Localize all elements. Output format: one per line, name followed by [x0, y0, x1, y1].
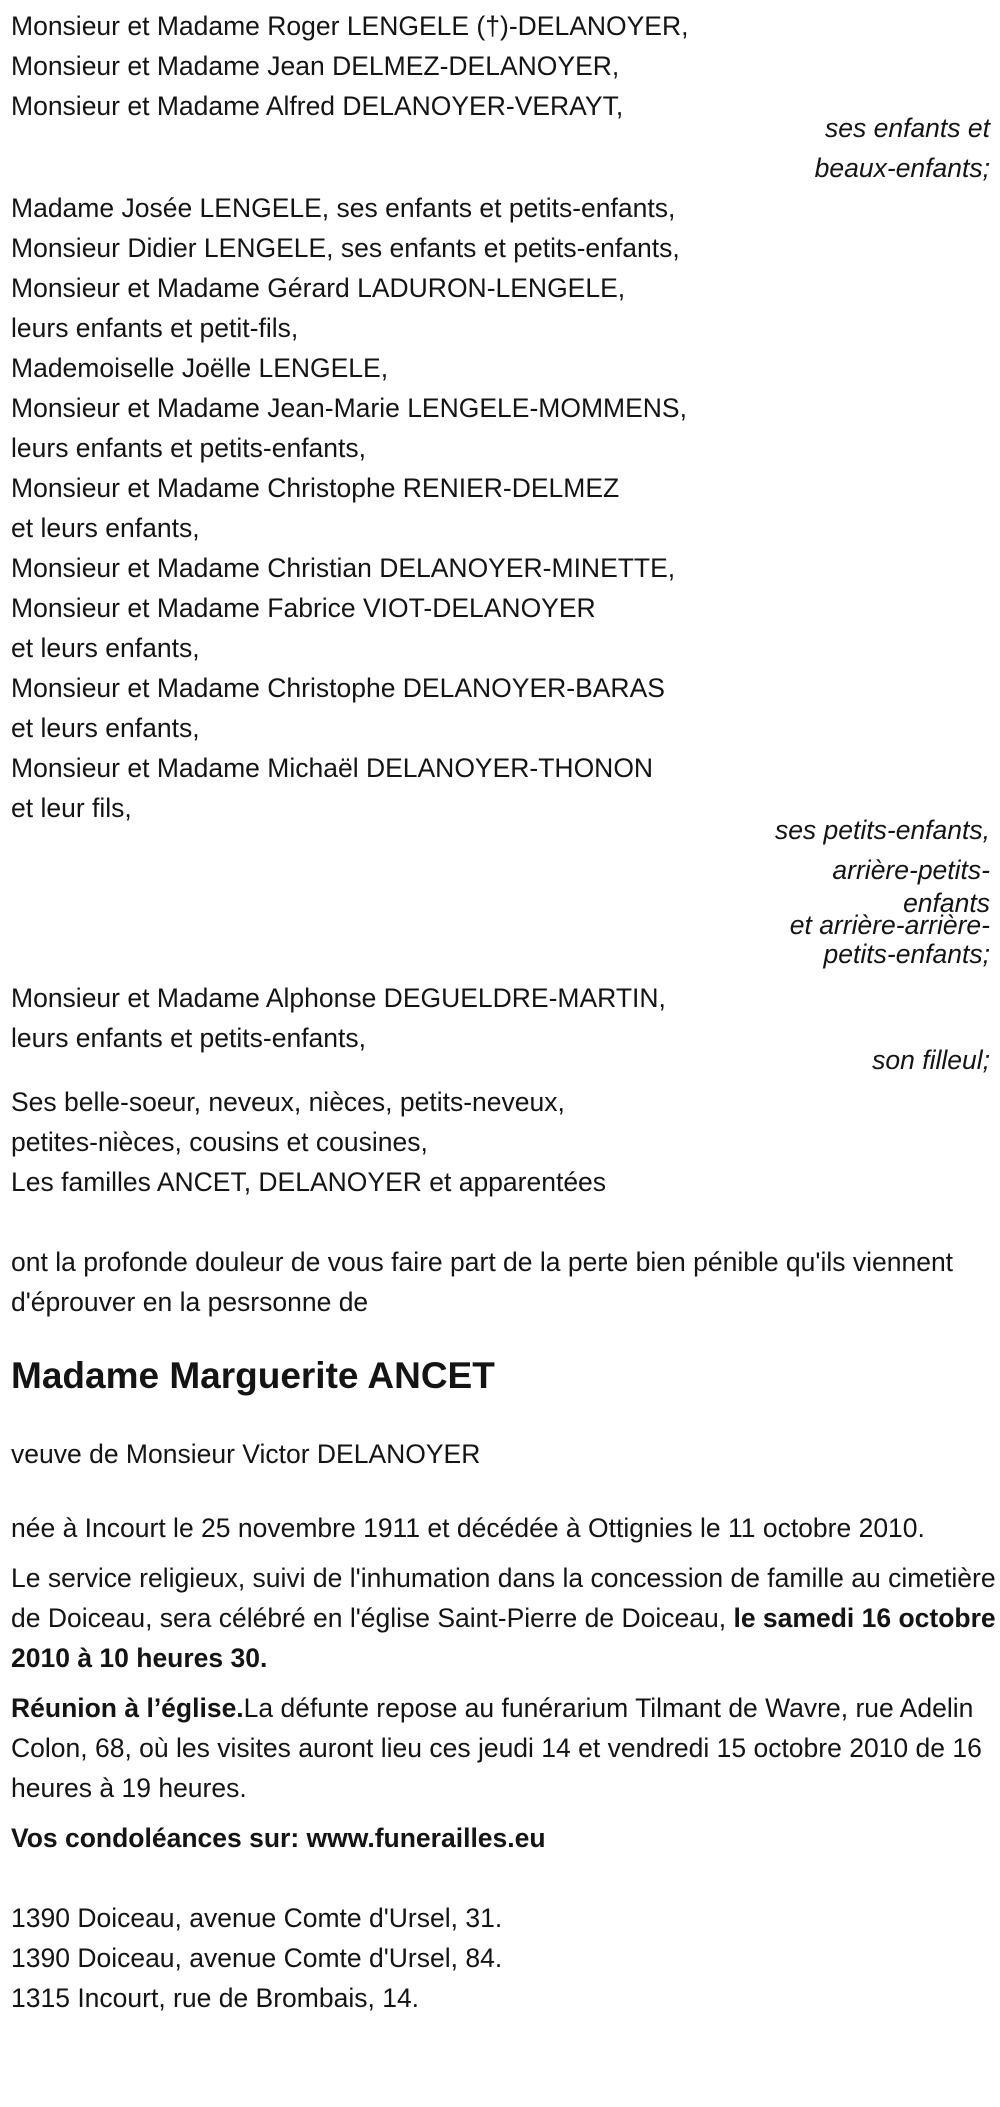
family-line: Monsieur et Madame Fabrice VIOT-DELANOYER	[11, 593, 596, 623]
condolences-link[interactable]: www.funerailles.eu	[306, 1823, 546, 1853]
relation-text: ses petits-enfants,	[774, 815, 990, 845]
address-line: 1390 Doiceau, avenue Comte d'Ursel, 84.	[11, 1943, 503, 1973]
relation-text: et arrière-arrière-	[789, 910, 990, 940]
service-datetime: le samedi 16 octobre 2010 à 10 heures 30.	[11, 1603, 996, 1673]
relation-text: son filleul;	[872, 1045, 990, 1075]
family-line: Monsieur et Madame Gérard LADURON-LENGELE,	[11, 273, 626, 303]
relation-label-grandchildren	[755, 810, 990, 974]
family-line: Monsieur et Madame Jean-Marie LENGELE-MOMMENS,	[11, 393, 687, 423]
family-line: et leurs enfants,	[11, 633, 200, 663]
relation-text: ses enfants et	[825, 113, 990, 143]
family-group-extended	[11, 1082, 989, 1202]
relation-text: petits-enfants;	[823, 939, 990, 969]
birth-death-text: née à Incourt le 25 novembre 1911 et décédée à Ottignies le 11 octobre 2010.	[11, 1513, 925, 1543]
service-paragraph	[11, 1558, 1000, 1678]
family-line: petites-nièces, cousins et cousines,	[11, 1127, 428, 1157]
family-line: leurs enfants et petits-enfants,	[11, 1023, 367, 1053]
family-line: leurs enfants et petits-enfants,	[11, 433, 367, 463]
relation-text: beaux-enfants;	[814, 153, 990, 183]
visitation-lead: Réunion à l’église.	[11, 1693, 244, 1723]
family-line: et leur fils,	[11, 793, 132, 823]
relation-text: arrière-petits-	[832, 855, 990, 885]
family-line: Ses belle-soeur, neveux, nièces, petits-neveux,	[11, 1087, 565, 1117]
family-line: et leurs enfants,	[11, 513, 200, 543]
family-line: Monsieur et Madame Christophe DELANOYER-BARAS	[11, 673, 665, 703]
visitation-text: La défunte repose au funérarium Tilmant de Wavre, rue Adelin Colon, 68, où les visites auront lieu ces jeudi 14 et vendredi 15 octobre 2010 de 16 heures à 19 heures.	[11, 1693, 982, 1803]
condolences-line	[11, 1818, 1000, 1858]
relation-text: enfants	[903, 888, 990, 918]
address-line: 1390 Doiceau, avenue Comte d'Ursel, 31.	[11, 1903, 503, 1933]
family-line: Madame Josée LENGELE, ses enfants et petits-enfants,	[11, 193, 676, 223]
family-group-children	[11, 6, 989, 188]
visitation-paragraph	[11, 1688, 1000, 1808]
relation-label-children	[755, 108, 990, 188]
family-line: Monsieur et Madame Jean DELMEZ-DELANOYER,	[11, 51, 620, 81]
family-line: et leurs enfants,	[11, 713, 200, 743]
spouse-line: veuve de Monsieur Victor DELANOYER	[11, 1439, 481, 1469]
deceased-name: Madame Marguerite ANCET	[11, 1355, 495, 1396]
family-line: Les familles ANCET, DELANOYER et apparentées	[11, 1167, 607, 1197]
family-group-godson	[11, 978, 989, 1080]
family-line: Monsieur et Madame Roger LENGELE (†)-DELANOYER,	[11, 11, 689, 41]
condolences-label: Vos condoléances sur:	[11, 1823, 307, 1853]
service-text: Le service religieux, suivi de l'inhumation dans la concession de famille au cimetière de Doiceau, sera célébré en l'église Saint-Pierre de Doiceau,	[11, 1563, 996, 1633]
relation-label-godson	[755, 1040, 990, 1080]
family-group-grandchildren	[11, 188, 989, 974]
family-line: Mademoiselle Joëlle LENGELE,	[11, 353, 389, 383]
spacer	[11, 1868, 989, 1898]
family-line: Monsieur et Madame Alfred DELANOYER-VERAYT,	[11, 91, 624, 121]
family-line: Monsieur et Madame Christophe RENIER-DELMEZ	[11, 473, 620, 503]
family-line: Monsieur Didier LENGELE, ses enfants et petits-enfants,	[11, 233, 680, 263]
family-line: Monsieur et Madame Michaël DELANOYER-THONON	[11, 753, 654, 783]
family-line: Monsieur et Madame Christian DELANOYER-MINETTE,	[11, 553, 676, 583]
addresses	[11, 1898, 989, 2018]
address-line: 1315 Incourt, rue de Brombais, 14.	[11, 1983, 420, 2013]
family-line: leurs enfants et petit-fils,	[11, 313, 299, 343]
family-line: Monsieur et Madame Alphonse DEGUELDRE-MARTIN,	[11, 983, 666, 1013]
announcement-text: ont la profonde douleur de vous faire part de la perte bien pénible qu'ils viennent d'éprouver en la pesrsonne de	[11, 1247, 954, 1317]
spacer	[11, 1202, 989, 1242]
